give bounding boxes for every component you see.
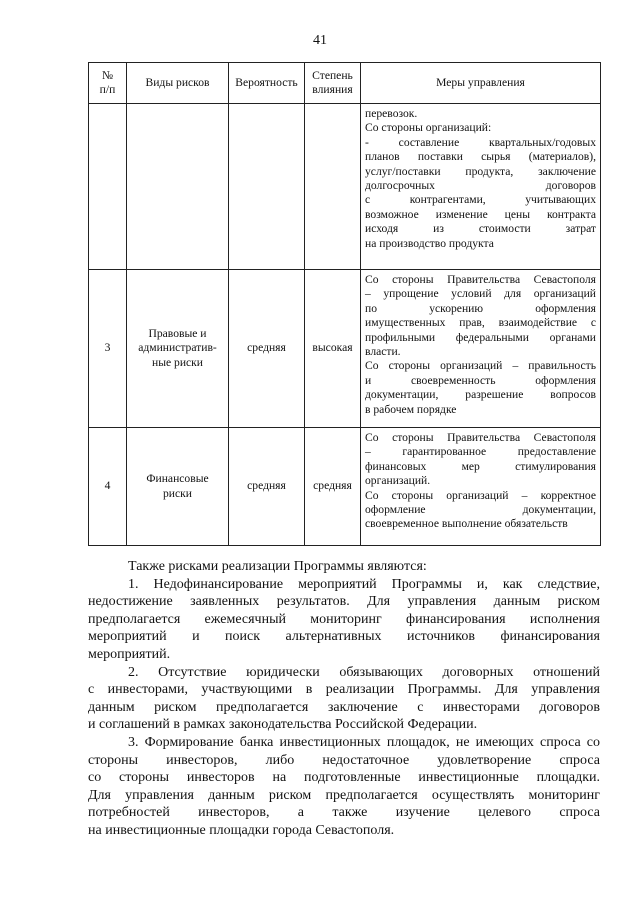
paragraph-intro: Также рисками реализации Программы являются: bbox=[128, 559, 427, 574]
header-measures: Меры управления bbox=[361, 63, 601, 104]
row-num: 4 bbox=[89, 428, 127, 546]
page-number: 41 bbox=[313, 33, 327, 48]
paragraph-risk-3: 3. Формирование банка инвестиционных площадок, не имеющих спроса со стороны инвесторов, либо недостаточное удовлетворение спроса со стороны инвесторов на подготовленные инвестиционные площадки. Для управления данным риском предполагается осуществлять мониторинг потребностей инвесторов, а также изучение целевого спроса на инвестиционные площадки города Севастополя. bbox=[88, 734, 600, 838]
header-risk-kind: Виды рисков bbox=[127, 63, 229, 104]
row-num bbox=[89, 104, 127, 270]
table-header-row bbox=[89, 63, 601, 104]
row-probability bbox=[229, 104, 305, 270]
header-num: № п/п bbox=[89, 63, 127, 104]
table-row bbox=[89, 104, 601, 270]
row-probability: средняя bbox=[229, 270, 305, 428]
row-measures: Со стороны Правительства Севастополя – упрощение условий для организаций по ускорению оформления имущественных прав, взаимодействие с профильными федеральными органами власти. Со стороны организаций – правильность и своевременность оформления документации, разрешение вопросов в рабочем порядке bbox=[361, 270, 601, 428]
table-row bbox=[89, 270, 601, 428]
row-risk-kind: Правовые и административ- ные риски bbox=[127, 270, 229, 428]
header-impact-degree: Степень влияния bbox=[305, 63, 361, 104]
paragraph-risk-1: 1. Недофинансирование мероприятий Программы и, как следствие, недостижение заявленных результатов. Для управления данным риском предполагается ежемесячный мониторинг финансирования исполнения мероприятий и поиск альтернативных источников финансирования мероприятий. bbox=[88, 576, 600, 662]
row-impact-degree bbox=[305, 104, 361, 270]
row-measures: перевозок. Со стороны организаций: - составление квартальных/годовых планов поставки сырья (материалов), услуг/поставки продукта, заключение долгосрочных договоров с контрагентами, учитывающих возможное изменение цены контракта исходя из стоимости затрат на производство продукта bbox=[361, 104, 601, 270]
row-probability: средняя bbox=[229, 428, 305, 546]
row-num: 3 bbox=[89, 270, 127, 428]
risk-management-table bbox=[88, 62, 601, 546]
row-risk-kind bbox=[127, 104, 229, 270]
header-probability: Вероятность bbox=[229, 63, 305, 104]
row-impact-degree: средняя bbox=[305, 428, 361, 546]
row-impact-degree: высокая bbox=[305, 270, 361, 428]
body-text bbox=[88, 558, 600, 840]
paragraph-risk-2: 2. Отсутствие юридически обязывающих договорных отношений с инвесторами, участвующими в реализации Программы. Для управления данным риском предполагается заключение с инвесторами договоров и соглашений в рамках законодательства Российской Федерации. bbox=[88, 664, 600, 733]
table-row bbox=[89, 428, 601, 546]
row-risk-kind: Финансовые риски bbox=[127, 428, 229, 546]
row-measures: Со стороны Правительства Севастополя – гарантированное предоставление финансовых мер стимулирования организаций. Со стороны организаций – корректное оформление документации, своевременное выполнение обязательств bbox=[361, 428, 601, 546]
